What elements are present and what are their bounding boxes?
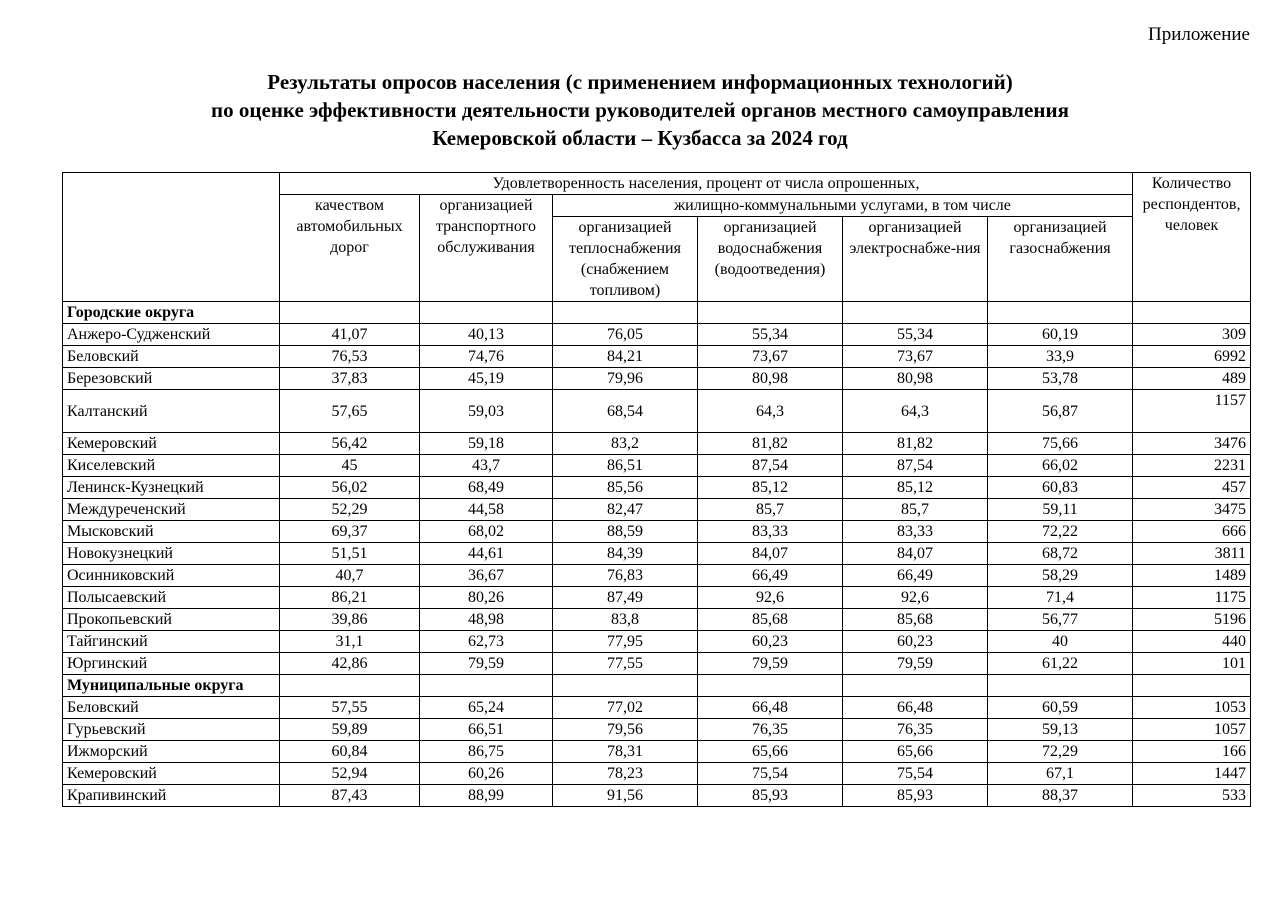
gas-value: 66,02: [988, 455, 1133, 477]
electricity-value: 64,3: [843, 390, 988, 433]
district-name: Мысковский: [63, 521, 280, 543]
transport-value: 60,26: [420, 763, 553, 785]
roads-value: 31,1: [280, 631, 420, 653]
roads-value: 56,42: [280, 433, 420, 455]
water-value: 92,6: [698, 587, 843, 609]
heat-value: 77,55: [553, 653, 698, 675]
district-name: Беловский: [63, 697, 280, 719]
section-empty-cell: [1133, 302, 1251, 324]
roads-value: 37,83: [280, 368, 420, 390]
respondents-value: 1053: [1133, 697, 1251, 719]
district-name: Крапивинский: [63, 785, 280, 807]
electricity-value: 65,66: [843, 741, 988, 763]
transport-value: 62,73: [420, 631, 553, 653]
water-value: 65,66: [698, 741, 843, 763]
district-name: Гурьевский: [63, 719, 280, 741]
table-body: [63, 302, 1251, 807]
electricity-value: 85,12: [843, 477, 988, 499]
district-name: Полысаевский: [63, 587, 280, 609]
document-title: [0, 68, 1280, 152]
respondents-value: 1447: [1133, 763, 1251, 785]
appendix-label: Приложение: [1148, 24, 1250, 45]
survey-results-table: [62, 172, 1251, 807]
section-empty-cell: [553, 302, 698, 324]
water-value: 66,49: [698, 565, 843, 587]
respondents-value: 489: [1133, 368, 1251, 390]
transport-value: 59,18: [420, 433, 553, 455]
table-row: [63, 499, 1251, 521]
gas-value: 56,77: [988, 609, 1133, 631]
table-row: [63, 521, 1251, 543]
section-empty-cell: [988, 675, 1133, 697]
heat-value: 79,96: [553, 368, 698, 390]
respondents-value: 457: [1133, 477, 1251, 499]
electricity-value: 83,33: [843, 521, 988, 543]
electricity-value: 87,54: [843, 455, 988, 477]
transport-value: 80,26: [420, 587, 553, 609]
section-row: [63, 675, 1251, 697]
water-value: 80,98: [698, 368, 843, 390]
gas-value: 75,66: [988, 433, 1133, 455]
table-row: [63, 763, 1251, 785]
heat-value: 76,05: [553, 324, 698, 346]
district-name: Тайгинский: [63, 631, 280, 653]
electricity-value: 92,6: [843, 587, 988, 609]
gas-value: 67,1: [988, 763, 1133, 785]
heat-value: 85,56: [553, 477, 698, 499]
section-empty-cell: [280, 675, 420, 697]
transport-value: 88,99: [420, 785, 553, 807]
water-value: 85,12: [698, 477, 843, 499]
respondents-value: 5196: [1133, 609, 1251, 631]
district-name: Березовский: [63, 368, 280, 390]
heat-value: 91,56: [553, 785, 698, 807]
water-value: 55,34: [698, 324, 843, 346]
electricity-value: 75,54: [843, 763, 988, 785]
district-name: Осинниковский: [63, 565, 280, 587]
water-value: 66,48: [698, 697, 843, 719]
respondents-value: 533: [1133, 785, 1251, 807]
table-row: [63, 609, 1251, 631]
district-name: Кемеровский: [63, 763, 280, 785]
district-name: Анжеро-Судженский: [63, 324, 280, 346]
heat-value: 68,54: [553, 390, 698, 433]
respondents-value: 1157: [1133, 390, 1251, 433]
gas-value: 88,37: [988, 785, 1133, 807]
respondents-value: 309: [1133, 324, 1251, 346]
respondents-value: 3475: [1133, 499, 1251, 521]
gas-value: 60,83: [988, 477, 1133, 499]
table-row: [63, 477, 1251, 499]
electricity-value: 80,98: [843, 368, 988, 390]
table-row: [63, 653, 1251, 675]
header-electricity: организацией электроснабже-ния: [843, 217, 988, 302]
roads-value: 60,84: [280, 741, 420, 763]
respondents-value: 2231: [1133, 455, 1251, 477]
roads-value: 59,89: [280, 719, 420, 741]
header-respondents: Количество респондентов, человек: [1133, 173, 1251, 302]
district-name: Новокузнецкий: [63, 543, 280, 565]
table-row: [63, 631, 1251, 653]
table-row: [63, 455, 1251, 477]
respondents-value: 1489: [1133, 565, 1251, 587]
roads-value: 42,86: [280, 653, 420, 675]
heat-value: 78,31: [553, 741, 698, 763]
electricity-value: 79,59: [843, 653, 988, 675]
gas-value: 33,9: [988, 346, 1133, 368]
title-line-1: Результаты опросов населения (с применением информационных технологий): [267, 70, 1013, 94]
electricity-value: 85,93: [843, 785, 988, 807]
header-heat: организацией теплоснабжения (снабжением топливом): [553, 217, 698, 302]
water-value: 79,59: [698, 653, 843, 675]
table-row: [63, 324, 1251, 346]
section-empty-cell: [843, 302, 988, 324]
header-satisfaction: Удовлетворенность населения, процент от числа опрошенных,: [280, 173, 1133, 195]
transport-value: 44,58: [420, 499, 553, 521]
table-header: [63, 173, 1251, 302]
respondents-value: 1057: [1133, 719, 1251, 741]
gas-value: 68,72: [988, 543, 1133, 565]
table-row: [63, 565, 1251, 587]
roads-value: 52,29: [280, 499, 420, 521]
water-value: 85,93: [698, 785, 843, 807]
district-name: Прокопьевский: [63, 609, 280, 631]
district-name: Юргинский: [63, 653, 280, 675]
section-empty-cell: [698, 302, 843, 324]
heat-value: 84,39: [553, 543, 698, 565]
section-title: Городские округа: [63, 302, 280, 324]
water-value: 83,33: [698, 521, 843, 543]
table-row: [63, 543, 1251, 565]
table-row: [63, 390, 1251, 433]
water-value: 73,67: [698, 346, 843, 368]
heat-value: 87,49: [553, 587, 698, 609]
section-empty-cell: [843, 675, 988, 697]
header-utilities: жилищно-коммунальными услугами, в том числе: [553, 195, 1133, 217]
table-row: [63, 741, 1251, 763]
respondents-value: 666: [1133, 521, 1251, 543]
header-gas: организацией газоснабжения: [988, 217, 1133, 302]
gas-value: 71,4: [988, 587, 1133, 609]
water-value: 87,54: [698, 455, 843, 477]
gas-value: 58,29: [988, 565, 1133, 587]
heat-value: 78,23: [553, 763, 698, 785]
roads-value: 41,07: [280, 324, 420, 346]
water-value: 76,35: [698, 719, 843, 741]
transport-value: 48,98: [420, 609, 553, 631]
table-row: [63, 785, 1251, 807]
transport-value: 79,59: [420, 653, 553, 675]
transport-value: 36,67: [420, 565, 553, 587]
heat-value: 76,83: [553, 565, 698, 587]
roads-value: 52,94: [280, 763, 420, 785]
district-name: Киселевский: [63, 455, 280, 477]
heat-value: 84,21: [553, 346, 698, 368]
header-empty-corner: [63, 173, 280, 302]
electricity-value: 76,35: [843, 719, 988, 741]
section-empty-cell: [988, 302, 1133, 324]
electricity-value: 73,67: [843, 346, 988, 368]
water-value: 64,3: [698, 390, 843, 433]
heat-value: 77,95: [553, 631, 698, 653]
transport-value: 65,24: [420, 697, 553, 719]
water-value: 75,54: [698, 763, 843, 785]
water-value: 60,23: [698, 631, 843, 653]
gas-value: 61,22: [988, 653, 1133, 675]
table-row: [63, 346, 1251, 368]
heat-value: 77,02: [553, 697, 698, 719]
heat-value: 88,59: [553, 521, 698, 543]
water-value: 85,7: [698, 499, 843, 521]
respondents-value: 1175: [1133, 587, 1251, 609]
district-name: Кемеровский: [63, 433, 280, 455]
roads-value: 51,51: [280, 543, 420, 565]
transport-value: 68,02: [420, 521, 553, 543]
district-name: Ленинск-Кузнецкий: [63, 477, 280, 499]
title-line-2: по оценке эффективности деятельности руководителей органов местного самоуправления: [211, 98, 1069, 122]
district-name: Калтанский: [63, 390, 280, 433]
roads-value: 39,86: [280, 609, 420, 631]
water-value: 85,68: [698, 609, 843, 631]
header-water: организацией водоснабжения (водоотведения): [698, 217, 843, 302]
gas-value: 53,78: [988, 368, 1133, 390]
transport-value: 45,19: [420, 368, 553, 390]
gas-value: 59,13: [988, 719, 1133, 741]
roads-value: 76,53: [280, 346, 420, 368]
gas-value: 40: [988, 631, 1133, 653]
electricity-value: 85,7: [843, 499, 988, 521]
roads-value: 69,37: [280, 521, 420, 543]
heat-value: 82,47: [553, 499, 698, 521]
district-name: Беловский: [63, 346, 280, 368]
section-row: [63, 302, 1251, 324]
section-title: Муниципальные округа: [63, 675, 280, 697]
electricity-value: 60,23: [843, 631, 988, 653]
gas-value: 60,19: [988, 324, 1133, 346]
water-value: 84,07: [698, 543, 843, 565]
transport-value: 74,76: [420, 346, 553, 368]
roads-value: 45: [280, 455, 420, 477]
section-empty-cell: [553, 675, 698, 697]
heat-value: 83,2: [553, 433, 698, 455]
table-row: [63, 587, 1251, 609]
district-name: Междуреченский: [63, 499, 280, 521]
heat-value: 79,56: [553, 719, 698, 741]
header-transport: организацией транспортного обслуживания: [420, 195, 553, 302]
electricity-value: 85,68: [843, 609, 988, 631]
transport-value: 68,49: [420, 477, 553, 499]
transport-value: 66,51: [420, 719, 553, 741]
title-line-3: Кемеровской области – Кузбасса за 2024 год: [432, 126, 848, 150]
roads-value: 57,55: [280, 697, 420, 719]
table-row: [63, 719, 1251, 741]
section-empty-cell: [280, 302, 420, 324]
section-empty-cell: [420, 302, 553, 324]
gas-value: 60,59: [988, 697, 1133, 719]
transport-value: 44,61: [420, 543, 553, 565]
gas-value: 72,29: [988, 741, 1133, 763]
respondents-value: 6992: [1133, 346, 1251, 368]
transport-value: 86,75: [420, 741, 553, 763]
electricity-value: 66,49: [843, 565, 988, 587]
district-name: Ижморский: [63, 741, 280, 763]
table-row: [63, 368, 1251, 390]
electricity-value: 81,82: [843, 433, 988, 455]
respondents-value: 166: [1133, 741, 1251, 763]
heat-value: 86,51: [553, 455, 698, 477]
respondents-value: 3476: [1133, 433, 1251, 455]
roads-value: 56,02: [280, 477, 420, 499]
roads-value: 40,7: [280, 565, 420, 587]
electricity-value: 55,34: [843, 324, 988, 346]
roads-value: 86,21: [280, 587, 420, 609]
section-empty-cell: [698, 675, 843, 697]
respondents-value: 440: [1133, 631, 1251, 653]
section-empty-cell: [1133, 675, 1251, 697]
respondents-value: 3811: [1133, 543, 1251, 565]
transport-value: 59,03: [420, 390, 553, 433]
gas-value: 72,22: [988, 521, 1133, 543]
gas-value: 56,87: [988, 390, 1133, 433]
table-row: [63, 433, 1251, 455]
section-empty-cell: [420, 675, 553, 697]
transport-value: 40,13: [420, 324, 553, 346]
roads-value: 57,65: [280, 390, 420, 433]
table-row: [63, 697, 1251, 719]
roads-value: 87,43: [280, 785, 420, 807]
heat-value: 83,8: [553, 609, 698, 631]
header-roads: качеством автомобильных дорог: [280, 195, 420, 302]
transport-value: 43,7: [420, 455, 553, 477]
gas-value: 59,11: [988, 499, 1133, 521]
electricity-value: 66,48: [843, 697, 988, 719]
water-value: 81,82: [698, 433, 843, 455]
electricity-value: 84,07: [843, 543, 988, 565]
respondents-value: 101: [1133, 653, 1251, 675]
